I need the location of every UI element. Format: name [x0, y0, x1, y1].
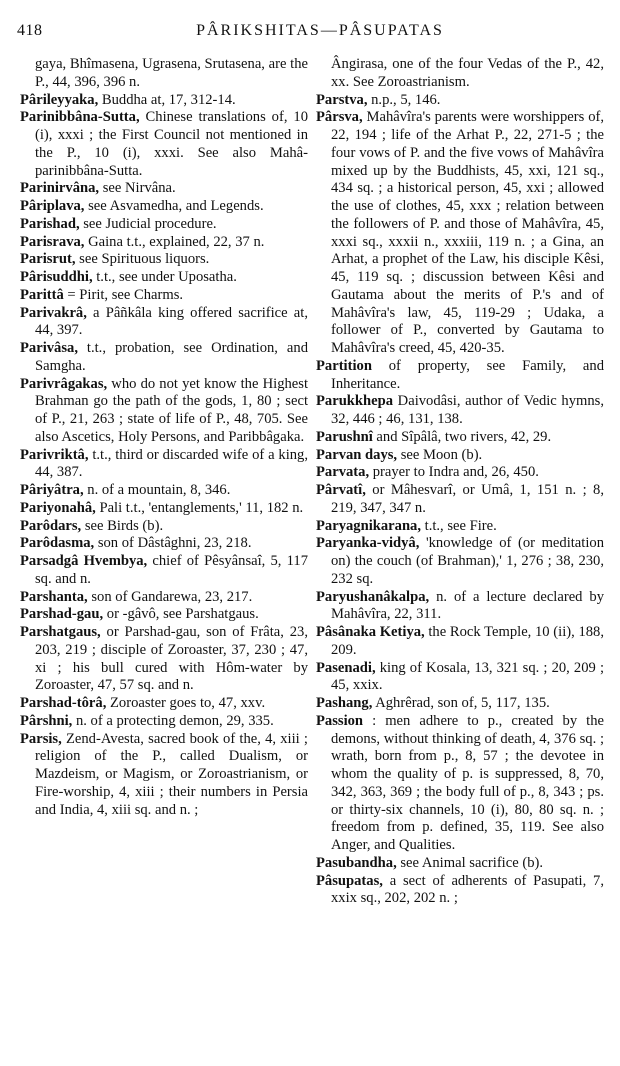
entry-text: or Parshad-gau, son of Frâta, 23, 203, 219 ; disciple of Zoroaster, 37, 230 ; 47, xi ; his bull cured with Hôm-water by Zoroaster, 47, 57 sq. and n.: [35, 624, 308, 694]
entry-text: gaya, Bhîmasena, Ugrasena, Srutasena, are the P., 44, 396, 396 n.: [35, 56, 308, 90]
entry-text: t.t., third or discarded wife of a king, 44, 387.: [35, 446, 308, 481]
index-entry: [20, 180, 308, 198]
entry-text: t.t., see under Uposatha.: [92, 269, 237, 285]
entry-headword: Paryushanâkalpa,: [316, 588, 430, 605]
entry-text: Aghrêrad, son of, 5, 117, 135.: [372, 695, 550, 711]
entry-headword: Pârshni,: [20, 712, 73, 729]
index-entry: [316, 358, 604, 394]
entry-headword: Parishad,: [20, 215, 80, 232]
index-entry: [316, 660, 604, 696]
index-entry: [20, 695, 308, 713]
entry-text: = Pirit, see Charms.: [63, 286, 184, 303]
index-entry: [20, 269, 308, 287]
entry-text: Buddha at, 17, 312-14.: [98, 91, 236, 108]
entry-text: see Judicial procedure.: [79, 215, 217, 232]
index-entry: [316, 873, 604, 909]
entry-text: t.t., see Fire.: [421, 517, 497, 534]
entry-text: the Rock Temple, 10 (ii), 188, 209.: [331, 624, 604, 658]
entry-text: n. of a mountain, 8, 346.: [83, 482, 231, 498]
index-entry: [20, 216, 308, 234]
index-entry: [316, 518, 604, 536]
entry-headword: Pasubandha,: [316, 854, 397, 871]
entry-text: son of Dâstâghni, 23, 218.: [94, 535, 252, 552]
entry-text: see Animal sacrifice (b).: [396, 854, 543, 871]
entry-headword: Pârisuddhi,: [20, 269, 93, 285]
entry-headword: Parôdasma,: [20, 535, 95, 552]
entry-headword: Pâsânaka Ketiya,: [316, 624, 425, 640]
index-entry: [20, 589, 308, 607]
index-entry: [20, 234, 308, 252]
entry-text: n.p., 5, 146.: [367, 91, 441, 108]
entry-headword: Parsadgâ Hvembya,: [20, 553, 148, 569]
index-entry: [20, 92, 308, 110]
index-entry: [316, 589, 604, 625]
index-entry: [316, 464, 604, 482]
entry-text: Chinese translations of, 10 (i), xxxi ; the First Council not mentioned in the P., 10 (i), xxxi. See also Mahâ-parinibbâna-Sutta.: [35, 109, 308, 179]
entry-text: or Mâhesvarî, or Umâ, 1, 151 n. ; 8, 219, 347, 347 n.: [331, 482, 604, 516]
entry-text: n. of a protecting demon, 29, 335.: [72, 712, 274, 729]
entry-text: Pali t.t., 'entanglements,' 11, 182 n.: [95, 499, 304, 516]
index-entry: [316, 109, 604, 358]
entry-headword: Parivakrâ,: [20, 304, 87, 321]
entry-text: prayer to Indra and, 26, 450.: [369, 464, 539, 481]
entry-headword: Parstva,: [316, 91, 368, 108]
index-column-right: [316, 56, 604, 908]
entry-headword: Parsis,: [20, 730, 62, 747]
entry-text: see Moon (b).: [397, 446, 483, 463]
index-entry: [20, 518, 308, 536]
entry-headword: Parushnî: [316, 428, 373, 445]
index-column-left: [20, 56, 308, 819]
index-entry: [20, 482, 308, 500]
index-entry: [20, 198, 308, 216]
entry-text: Daivodâsi, author of Vedic hymns, 32, 446 ; 46, 131, 138.: [331, 393, 604, 427]
entry-headword: Parivrâgakas,: [20, 375, 108, 392]
entry-text: a sect of adherents of Pasupati, 7, xxix sq., 202, 202 n. ;: [331, 872, 604, 907]
entry-headword: Parinibbâna-Sutta,: [20, 109, 140, 126]
entry-headword: Parvata,: [316, 464, 370, 481]
entry-text: see Spirituous liquors.: [75, 251, 210, 268]
entry-headword: Pashang,: [316, 695, 373, 711]
entry-text: see Nirvâna.: [99, 180, 176, 197]
entry-text: son of Gandarewa, 23, 217.: [87, 588, 253, 605]
entry-headword: Parisrut,: [20, 251, 76, 268]
index-entry: [20, 287, 308, 305]
entry-headword: Pâriplava,: [20, 198, 85, 214]
entry-headword: Parukkhepa: [316, 393, 394, 410]
entry-text: and Sîpâlâ, two rivers, 42, 29.: [372, 428, 552, 445]
entry-text: who do not yet know the Highest Brahman go the path of the gods, 1, 80 ; sect of P., 21, 263 ; state of life of P., 48, 705. See also Ascetics, Holy Persons, and Paribbâgaka.: [35, 375, 308, 445]
entry-text: see Asvamedha, and Legends.: [84, 198, 264, 214]
entry-headword: Pâriyâtra,: [20, 482, 84, 498]
entry-headword: Parinirvâna,: [20, 180, 100, 197]
index-entry: [20, 56, 308, 92]
entry-headword: Parôdars,: [20, 517, 82, 534]
entry-text: : men adhere to p., created by the demons, without thinking of death, 4, 376 sq. ; wrath, born from p., 8, 57 ; the devotee in whom the quality of p. is suppressed, 8, 70, 342, 363, 369 ; the body full of p., 8, 343 ; ps. or thirty-six channels, 10 (i), 80, 80 sq. n. ; freedom from p. defined, 35, 119. See also Anger, and Qualities.: [331, 712, 604, 853]
index-entry: [316, 624, 604, 660]
entry-text: Gaina t.t., explained, 22, 37 n.: [84, 233, 265, 250]
index-entry: [316, 482, 604, 518]
index-entry: [20, 500, 308, 518]
entry-text: n. of a lecture declared by Mahâvîra, 22, 311.: [331, 588, 604, 623]
index-entry: [20, 606, 308, 624]
index-entry: [20, 447, 308, 483]
entry-headword: Parisrava,: [20, 233, 85, 250]
index-entry: [20, 305, 308, 341]
entry-text: Mahâvîra's parents were worshippers of, 22, 194 ; life of the Arhat P., 22, 271-5 ; the four vows of P. and the five vows of Mahâvîra mixed up by the Buddhists, 45, xxi, 121 sq., 434 sq. ; a historical person, 45, xxi ; allowed the use of clothes, 45, xxx ; relation between the followers of P. and those of Mahâvîra, 45, xxxi sq., xxxii n., xxxiii, 119 n. ; a Gina, an Arhat, a prophet of the Law, his disciple Kêsi, 45, 119 sq. ; discussion between Kêsi and Gautama about the merits of P.'s and of Mahâvîra's law, 45, 119-29 ; Udaka, a follower of P., converted by Gautama to Mahâvîra's creed, 45, 420-35.: [331, 109, 604, 356]
index-entry: [20, 553, 308, 589]
entry-text: Zend-Avesta, sacred book of the, 4, xiii ; religion of the P., called Dualism, or Mazdeism, or Magism, or Zoroastrianism, or Fire-worship, 4, xiii ; their numbers in Persia and India, 4, xiii sq. and n. ;: [35, 730, 308, 818]
page-number: 418: [17, 22, 43, 39]
entry-text: a Pâñkâla king offered sacrifice at, 44, 397.: [35, 304, 308, 339]
running-head: PÂRIKSHITAS—PÂSUPATAS: [196, 22, 444, 39]
entry-headword: Pariyonahâ,: [20, 499, 96, 516]
index-entry: [316, 56, 604, 92]
index-entry: [316, 447, 604, 465]
entry-headword: Pâsupatas,: [316, 872, 383, 889]
index-entry: [20, 535, 308, 553]
entry-headword: Pasenadi,: [316, 659, 376, 676]
entry-text: or -gâvô, see Parshatgaus.: [103, 606, 259, 623]
entry-text: Zoroaster goes to, 47, xxv.: [106, 695, 266, 711]
entry-headword: Parshanta,: [20, 588, 88, 605]
entry-headword: Passion: [316, 712, 364, 729]
entry-text: see Birds (b).: [81, 517, 164, 534]
index-entry: [316, 713, 604, 855]
entry-headword: Parshad-tôrâ,: [20, 695, 107, 711]
index-entry: [316, 535, 604, 588]
entry-headword: Parivriktâ,: [20, 446, 89, 463]
entry-headword: Partition: [316, 357, 372, 374]
entry-text: 'knowledge of (or meditation on) the couch (of Brahman),' 1, 276 ; 38, 230, 232 sq.: [331, 535, 604, 587]
entry-text: Ângirasa, one of the four Vedas of the P., 42, xx. See Zoroastrianism.: [331, 56, 604, 90]
entry-headword: Paryanka-vidyâ,: [316, 535, 420, 552]
index-entry: [20, 376, 308, 447]
entry-headword: Parivâsa,: [20, 340, 78, 356]
index-entry: [316, 429, 604, 447]
index-entry: [316, 695, 604, 713]
entry-text: of property, see Family, and Inheritance.: [331, 357, 604, 392]
index-entry: [20, 624, 308, 695]
index-entry: [20, 109, 308, 180]
entry-text: king of Kosala, 13, 321 sq. ; 20, 209 ; 45, xxix.: [331, 659, 604, 694]
entry-text: t.t., probation, see Ordination, and Samgha.: [35, 340, 308, 374]
entry-headword: Parshatgaus,: [20, 624, 101, 640]
entry-headword: Pârsva,: [316, 109, 363, 126]
index-entry: [316, 393, 604, 429]
index-entry: [20, 731, 308, 820]
entry-headword: Parshad-gau,: [20, 606, 104, 623]
index-entry: [20, 251, 308, 269]
entry-headword: Parvan days,: [316, 446, 398, 463]
entry-headword: Paryagnikarana,: [316, 517, 421, 534]
index-entry: [316, 92, 604, 110]
entry-headword: Parittâ: [20, 286, 64, 303]
entry-text: chief of Pêsyânsaî, 5, 117 sq. and n.: [35, 553, 308, 587]
index-entry: [20, 340, 308, 376]
index-entry: [316, 855, 604, 873]
entry-headword: Pârileyyaka,: [20, 91, 99, 108]
entry-headword: Pârvatî,: [316, 482, 366, 498]
index-entry: [20, 713, 308, 731]
